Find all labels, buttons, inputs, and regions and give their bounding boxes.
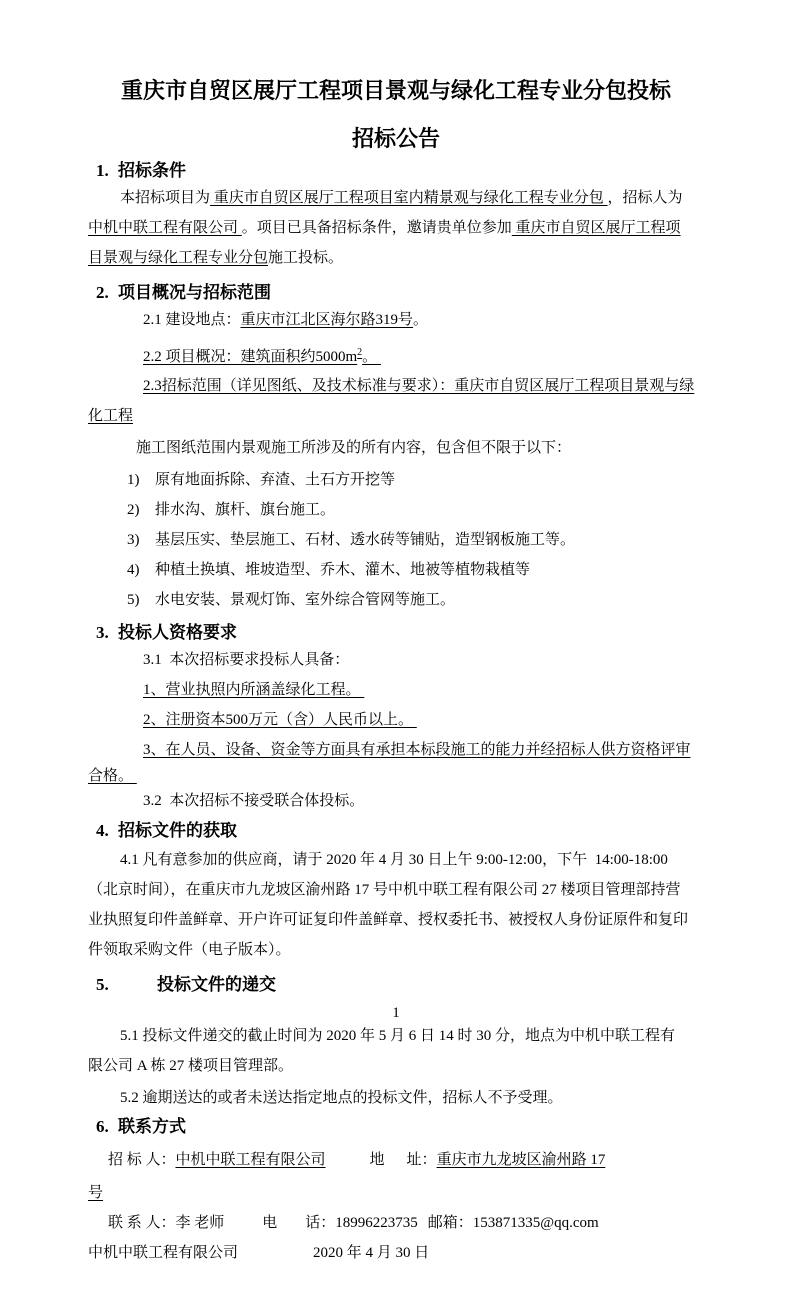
list-number: 4) — [127, 562, 140, 578]
list-text: 种植土换填、堆坡造型、乔木、灌木、地被等植物栽植等 — [155, 562, 531, 578]
project-name-underlined: 重庆市自贸区展厅工程项目室内精景观与绿化工程专业分包 — [210, 190, 608, 206]
document-title-line-1: 重庆市自贸区展厅工程项目景观与绿化工程专业分包投标 — [120, 78, 671, 103]
list-number: 1) — [127, 472, 140, 488]
scope-list-item-2 — [127, 495, 335, 525]
list-text: 基层压实、垫层施工、石材、透水砖等铺贴，造型钢板施工等。 — [155, 532, 576, 548]
qualification-underlined: 3、在人员、设备、资金等方面具有承担本标段施工的能力并经招标人供方资格评审 — [143, 742, 691, 758]
address-label: 址： — [406, 1152, 437, 1168]
contact-line-2 — [108, 1208, 599, 1238]
text-run: （北京时间），在重庆市九龙坡区渝州路 17 号中机中联工程有限公司 27 楼项目管理部持营 — [88, 882, 681, 898]
project-name-underlined: 目景观与绿化工程专业分包 — [88, 250, 269, 266]
clause-4-1-line-1 — [120, 845, 668, 875]
clause-5-1-line-1 — [120, 1021, 675, 1051]
section-6-title: 联系方式 — [118, 1117, 186, 1136]
text-run: ，招标人为 — [607, 190, 683, 206]
scope-list-item-5 — [127, 585, 455, 615]
clause-2-2 — [143, 338, 381, 372]
section-4-number: 4. — [96, 821, 109, 840]
clause-5-1-line-2 — [88, 1051, 293, 1081]
company-signature: 中机中联工程有限公司 — [88, 1245, 239, 1261]
contact-line-1-wrap — [88, 1178, 103, 1208]
phone-number: 话：18996223735 — [305, 1215, 418, 1231]
text-run: 5.2 逾期送达的或者未送达指定地点的投标文件，招标人不予受理。 — [120, 1090, 563, 1106]
announcement-date: 2020 年 4 月 30 日 — [313, 1245, 430, 1261]
qualification-underlined: 1、营业执照内所涵盖绿化工程。 — [143, 682, 365, 698]
clause-3-2 — [143, 786, 364, 816]
text-run: 3.2 本次招标不接受联合体投标。 — [143, 793, 365, 809]
site-address-underlined: 重庆市江北区海尔路319号 — [240, 312, 414, 328]
clause-3-1 — [143, 645, 349, 675]
qualification-3-line-2 — [88, 761, 137, 791]
text-run: 4.1 凡有意参加的供应商，请于 2020 年 4 月 30 日上午 9:00-12:00，下午 14:00-18:00 — [120, 852, 668, 868]
tenderer-name-underlined: 中机中联工程有限公司 — [175, 1152, 326, 1168]
project-overview-underlined: 。 — [362, 349, 381, 365]
qualification-2 — [143, 705, 417, 735]
text-run: 3.1 本次招标要求投标人具备： — [143, 652, 350, 668]
qualification-underlined: 2、注册资本500万元（含）人民币以上。 — [143, 712, 417, 728]
list-text: 原有地面拆除、弃渣、土石方开挖等 — [155, 472, 396, 488]
text-run: 本招标项目为 — [120, 190, 211, 206]
text-run: 件领取采购文件（电子版本）。 — [88, 942, 291, 958]
section-1-number: 1. — [96, 161, 109, 180]
section-1-title: 招标条件 — [118, 161, 186, 180]
project-name-underlined: 重庆市自贸区展厅工程项 — [511, 220, 681, 236]
email-address: 邮箱：153871335@qq.com — [427, 1215, 599, 1231]
s1-paragraph-line-2 — [88, 213, 681, 243]
contact-person: 联 系 人：李 老师 — [108, 1215, 225, 1231]
section-6-number: 6. — [96, 1117, 109, 1136]
contact-line-1 — [108, 1145, 605, 1175]
qualification-underlined: 合格。 — [88, 768, 137, 784]
s1-paragraph-line-3 — [88, 243, 343, 273]
clause-2-1 — [143, 305, 428, 335]
tenderer-name-underlined: 中机中联工程有限公司 — [88, 220, 242, 236]
qualification-1 — [143, 675, 364, 705]
document-title-line-2: 招标公告 — [351, 126, 440, 151]
page-number: 1 — [392, 1005, 400, 1021]
scope-list-item-4 — [127, 555, 530, 585]
tenderer-label: 招 标 人： — [108, 1152, 176, 1168]
list-number: 2) — [127, 502, 140, 518]
scope-list-item-1 — [127, 465, 395, 495]
phone-label: 电 — [262, 1215, 278, 1231]
project-overview-underlined: 2.2 项目概况：建筑面积约5000m — [143, 349, 358, 365]
text-run: 业执照复印件盖鲜章、开户许可证复印件盖鲜章、授权委托书、被授权人身份证原件和复印 — [88, 912, 689, 928]
tenderer-address-underlined: 号 — [88, 1185, 104, 1201]
section-5-number: 5. — [96, 975, 109, 994]
tender-scope-underlined: 化工程 — [88, 408, 134, 424]
clause-2-3-line-1 — [143, 371, 694, 401]
clause-4-1-line-2 — [88, 875, 681, 905]
section-5-title: 投标文件的递交 — [157, 975, 276, 994]
section-3-heading — [96, 618, 237, 648]
text-run: 。 — [413, 312, 429, 328]
scope-intro — [136, 433, 571, 463]
text-run: 施工图纸范围内景观施工所涉及的所有内容，包含但不限于以下： — [136, 440, 572, 456]
scope-list-item-3 — [127, 525, 575, 555]
section-4-title: 招标文件的获取 — [118, 821, 237, 840]
section-1-heading — [96, 156, 186, 186]
s1-paragraph-line-1 — [120, 183, 683, 213]
text-run: 5.1 投标文件递交的截止时间为 2020 年 5 月 6 日 14 时 30 分，地点为中机中联工程有 — [120, 1028, 676, 1044]
text-run: 施工投标。 — [268, 250, 344, 266]
section-2-heading — [96, 278, 271, 308]
list-text: 排水沟、旗杆、旗台施工。 — [155, 502, 336, 518]
text-run: 。项目已具备招标条件，邀请贵单位参加 — [241, 220, 512, 236]
section-5-heading — [96, 970, 276, 1000]
list-text: 水电安装、景观灯饰、室外综合管网等施工。 — [155, 592, 456, 608]
section-3-title: 投标人资格要求 — [118, 623, 237, 642]
clause-4-1-line-3 — [88, 905, 688, 935]
section-2-title: 项目概况与招标范围 — [118, 283, 271, 302]
list-number: 3) — [127, 532, 140, 548]
superscript-2: 2 — [357, 347, 363, 358]
address-label: 地 — [369, 1152, 385, 1168]
signature-line — [88, 1238, 429, 1268]
section-6-heading — [96, 1112, 186, 1142]
tenderer-address-underlined: 重庆市九龙坡区渝州路 17 — [436, 1152, 606, 1168]
section-3-number: 3. — [96, 623, 109, 642]
clause-2-3-line-2 — [88, 401, 133, 431]
text-run: 2.1 建设地点： — [143, 312, 241, 328]
clause-5-2 — [120, 1083, 563, 1113]
list-number: 5) — [127, 592, 140, 608]
text-run: 限公司 A 栋 27 楼项目管理部。 — [88, 1058, 294, 1074]
section-4-heading — [96, 816, 237, 846]
clause-4-1-line-4 — [88, 935, 291, 965]
section-2-number: 2. — [96, 283, 109, 302]
tender-scope-underlined: 2.3招标范围（详见图纸、及技术标准与要求）：重庆市自贸区展厅工程项目景观与绿 — [143, 378, 695, 394]
qualification-3-line-1 — [143, 735, 691, 765]
